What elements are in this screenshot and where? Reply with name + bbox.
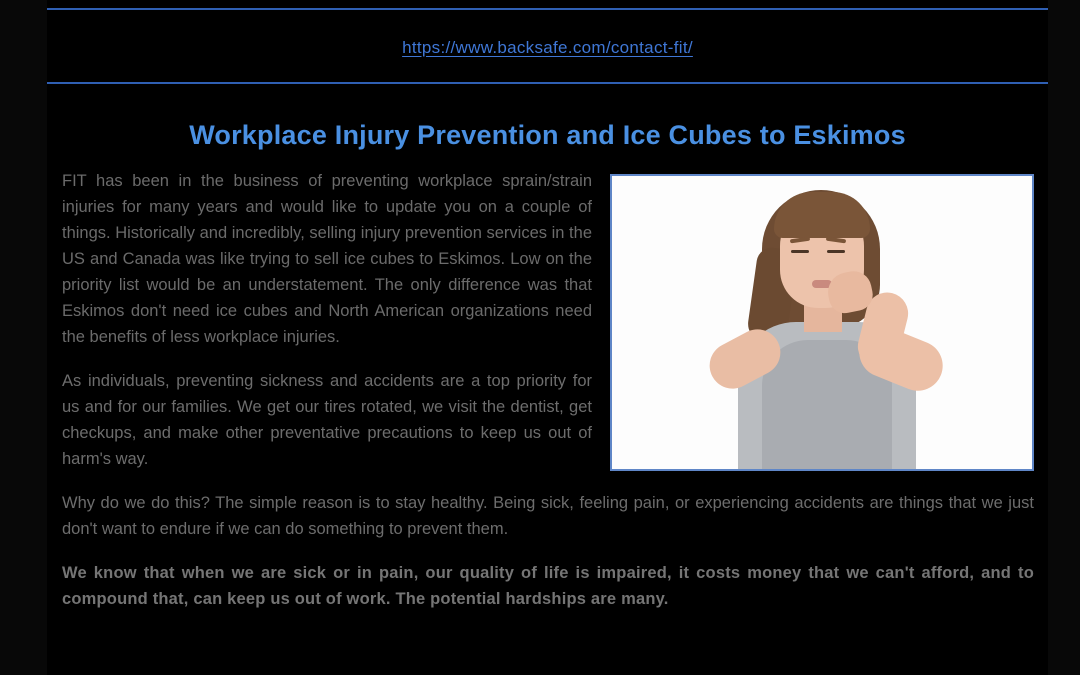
right-eye-shape bbox=[827, 250, 845, 253]
header-rule-bottom bbox=[47, 82, 1048, 84]
paragraph-3: Why do we do this? The simple reason is to stay healthy. Being sick, feeling pain, or experiencing accidents are things that we just don't want to endure if we can do something to prevent them. bbox=[62, 494, 1034, 538]
site-url-link[interactable]: https://www.backsafe.com/contact-fit/ bbox=[402, 38, 693, 57]
page-right-margin bbox=[1048, 0, 1080, 675]
paragraph-4: We know that when we are sick or in pain, our quality of life is impaired, it costs money that we can't afford, and to compound that, can keep us out of work. The potential hardships are many. bbox=[62, 564, 1034, 608]
header-rule-top bbox=[47, 8, 1048, 10]
page-title: Workplace Injury Prevention and Ice Cubes to Eskimos bbox=[189, 120, 906, 150]
page-left-margin bbox=[0, 0, 47, 675]
article-image bbox=[610, 174, 1034, 471]
header-url-bar bbox=[47, 38, 1048, 58]
hair-top-shape bbox=[774, 192, 870, 238]
photo-illustration bbox=[612, 176, 1032, 469]
paragraph-1: FIT has been in the business of preventing workplace sprain/strain injuries for many years and would like to update you on a couple of things. Historically and incredibly, selling injury prevention services in the US and Canada was like trying to sell ice cubes to Eskimos. Low on the priority list would be an understatement. The only difference was that Eskimos don't need ice cubes and North American organizations need the benefits of less workplace injuries. bbox=[62, 172, 592, 346]
paragraph-2: As individuals, preventing sickness and accidents are a top priority for us and for our families. We get our tires rotated, we visit the dentist, get checkups, and make other preventative precautions to keep us out of harm's way. bbox=[62, 372, 592, 468]
article-body bbox=[62, 168, 1034, 612]
left-eye-shape bbox=[791, 250, 809, 253]
document-sheet bbox=[47, 0, 1048, 675]
